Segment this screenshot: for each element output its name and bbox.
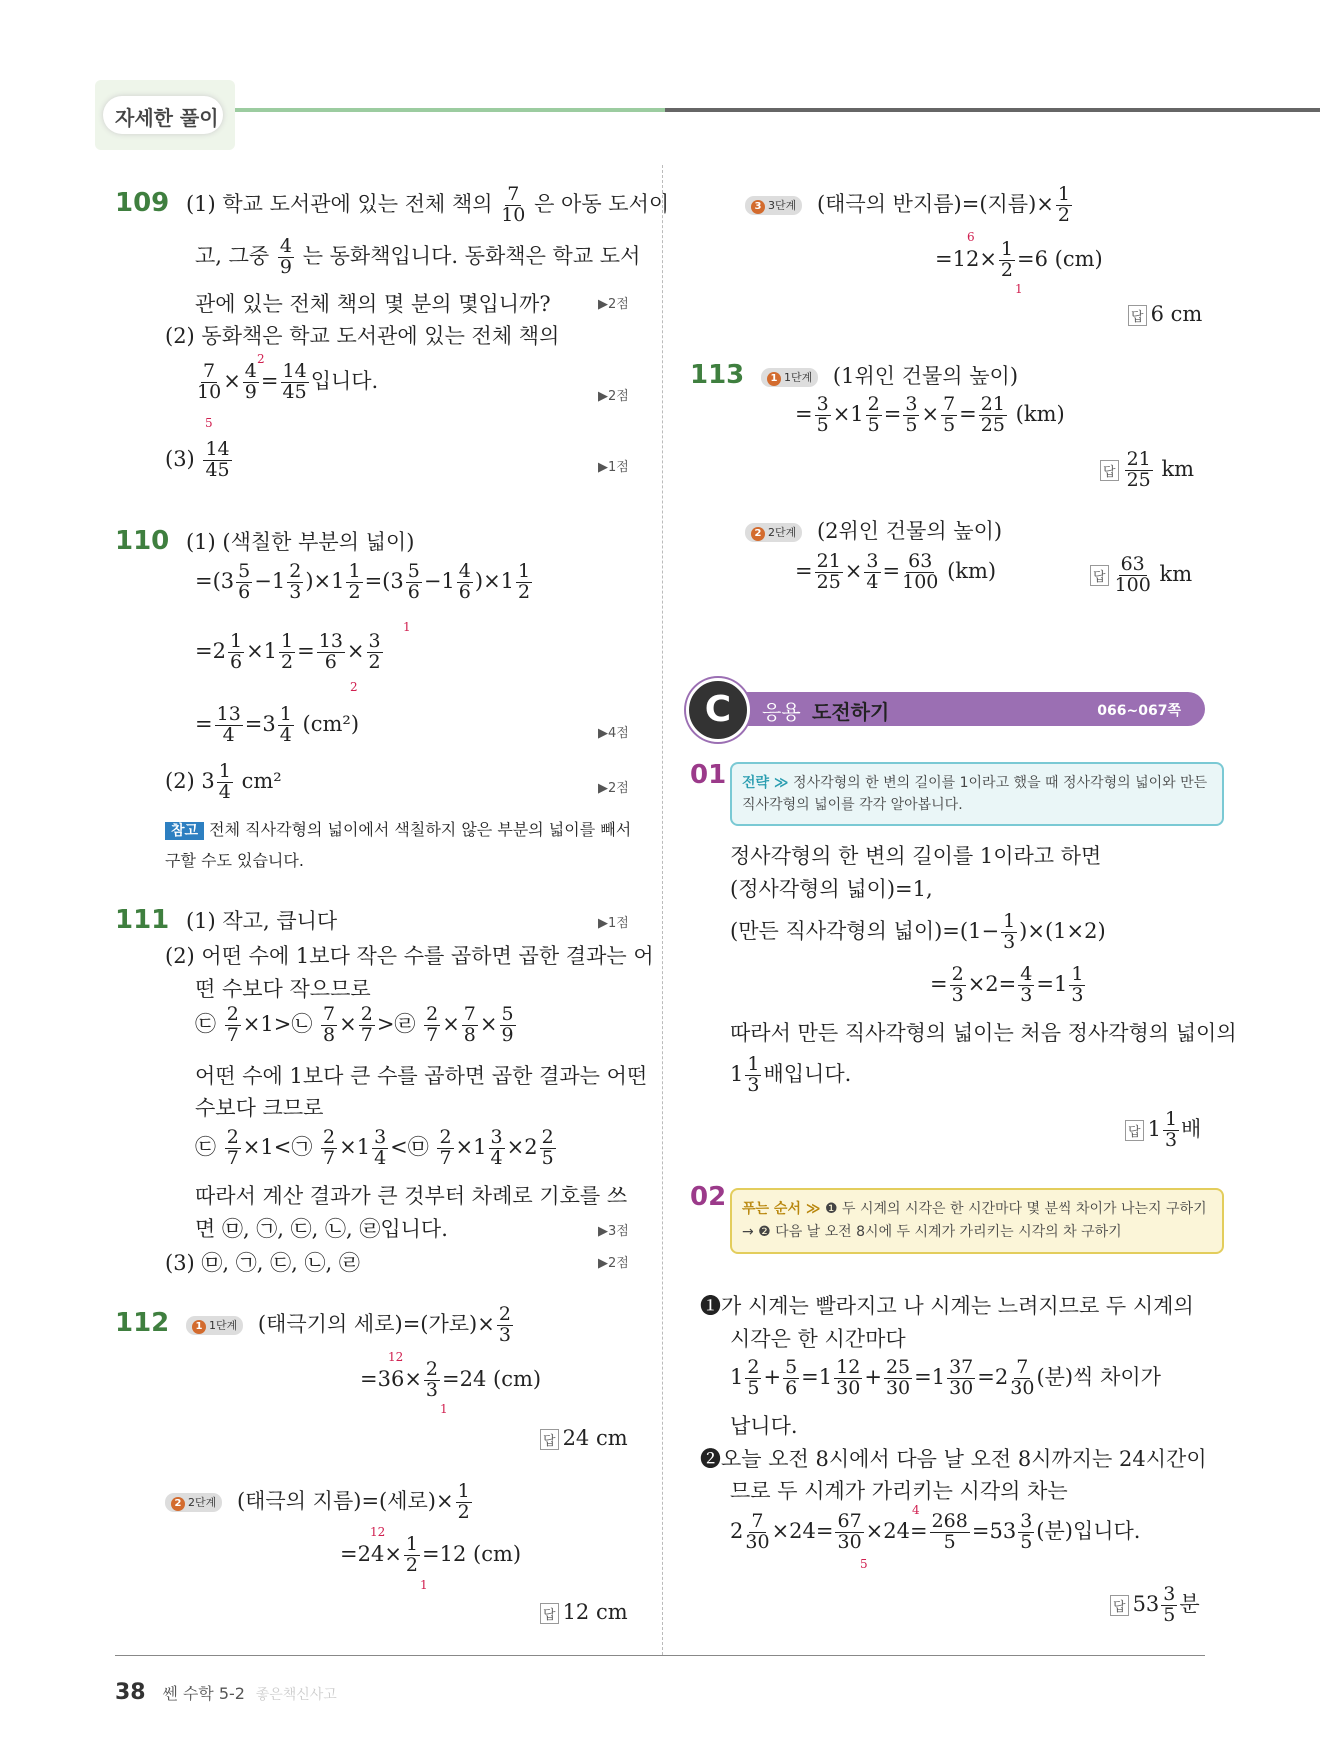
text: 므로 두 시계가 가리키는 시각의 차는 bbox=[730, 1479, 1068, 1503]
math-line: 1 $\frac{1}{3}$ 배입니다. bbox=[730, 1053, 852, 1096]
note-text: 전체 직사각형의 넓이에서 색칠하지 않은 부분의 넓이를 빼서 구할 수도 있습니다. bbox=[165, 820, 632, 870]
hint-box-01 bbox=[730, 762, 1224, 826]
answer-113-1: 답 $\frac{21}{25}$ km bbox=[1100, 450, 1194, 491]
footer-rule bbox=[115, 1655, 1205, 1656]
text: 면 ㉤, ㉠, ㉢, ㉡, ㉣입니다. bbox=[195, 1217, 448, 1241]
text: ❶가 시계는 빨라지고 나 시계는 느려지므로 두 시계의 bbox=[700, 1294, 1194, 1318]
section-c-badge bbox=[686, 678, 750, 742]
points: ▶1점 bbox=[598, 460, 629, 475]
book-title: 쎈 수학 5-2 bbox=[162, 1684, 245, 1703]
step-badge: 1 1단계 bbox=[186, 1316, 243, 1335]
step-badge: 3 3단계 bbox=[745, 196, 802, 215]
section-pages: 066~067쪽 bbox=[1097, 703, 1181, 719]
text: (1) 학교 도서관에 있는 전체 책의 bbox=[185, 191, 493, 216]
answer-112-3: 답 6 cm bbox=[1128, 302, 1202, 326]
answer-02: 답 53 $\frac{3}{5}$ 분 bbox=[1110, 1585, 1200, 1626]
text: (태극기의 세로)=(가로)× bbox=[257, 1311, 495, 1336]
fraction: $\frac{14}{45}$ bbox=[205, 438, 230, 481]
step-badge: 2 2단계 bbox=[165, 1493, 222, 1512]
text: 어떤 수에 1보다 큰 수를 곱하면 곱한 결과는 어떤 bbox=[195, 1064, 648, 1088]
note bbox=[165, 815, 635, 876]
header-rule-green bbox=[235, 108, 665, 112]
text: (태극의 지름)=(세로)× bbox=[236, 1488, 454, 1513]
text: 수보다 크므로 bbox=[195, 1096, 324, 1120]
section-title-a: 응용 bbox=[762, 700, 801, 724]
header-logo-text: 자세한 풀이 bbox=[115, 106, 219, 130]
cancel-mark: 12 bbox=[388, 1350, 404, 1364]
problem-number: 01 bbox=[690, 760, 727, 790]
text: 따라서 계산 결과가 큰 것부터 차례로 기호를 쓰 bbox=[195, 1184, 628, 1208]
problem-109-q1 bbox=[115, 185, 669, 226]
text: 떤 수보다 작으므로 bbox=[195, 977, 371, 1001]
problem-113-step2 bbox=[745, 515, 1002, 545]
answer-tag: 답 bbox=[540, 1429, 559, 1450]
text: 입니다. bbox=[310, 368, 379, 393]
answer-112-1: 답 24 cm bbox=[540, 1426, 628, 1450]
section-c-banner bbox=[690, 689, 1205, 730]
fraction: $\frac{4}{9}$ bbox=[244, 360, 257, 403]
math-line: =(3 $\frac{5}{6}$ −1 $\frac{2}{3}$ )×1 $\frac{1}{2}$ =(3 $\frac{5}{6}$ −1 $\frac{4}{6}$ )×1 $\frac{1}{2}$ bbox=[195, 560, 531, 603]
column-divider bbox=[662, 165, 663, 1655]
answer-tag: 답 bbox=[1128, 305, 1147, 326]
answer-113-2: 답 $\frac{63}{100}$ km bbox=[1090, 555, 1192, 596]
answer-tag: 답 bbox=[1110, 1595, 1129, 1616]
math-line: =12× $\frac{1}{2}$ =6 (cm) bbox=[935, 238, 1103, 281]
math-line: = $\frac{13}{4}$ =3 $\frac{1}{4}$ (cm²) bbox=[195, 703, 360, 746]
text: (1) 작고, 큽니다 bbox=[185, 909, 338, 933]
problem-109-q1-line2 bbox=[195, 237, 640, 278]
unit: cm² bbox=[241, 768, 282, 793]
fraction: $\frac{7}{10}$ bbox=[501, 183, 526, 226]
unit: (cm²) bbox=[302, 711, 360, 736]
points: ▶2점 bbox=[598, 781, 629, 796]
text: (2위인 건물의 높이) bbox=[816, 519, 1003, 543]
text: 정사각형의 한 변의 길이를 1이라고 하면 bbox=[730, 844, 1102, 868]
cancel-mark: 1 bbox=[420, 1578, 428, 1592]
hint-text: ❶ 두 시계의 시각은 한 시간마다 몇 분씩 차이가 나는지 구하기 → ❷ 다음 날 오전 8시에 두 시계가 가리키는 시각의 차 구하기 bbox=[742, 1201, 1207, 1240]
cancel-mark: 6 bbox=[967, 230, 975, 244]
publisher-watermark: 좋은책신사고 bbox=[255, 1687, 337, 1703]
points: ▶1점 bbox=[598, 916, 629, 931]
problem-109-q2-calc: $\frac{7}{10}$ × $\frac{4}{9}$ = $\frac{14}{45}$ 입니다. bbox=[197, 360, 379, 403]
header-rule-dark bbox=[665, 108, 1320, 112]
math-line: ㉢ $\frac{2}{7}$ ×1>㉡ $\frac{7}{8}$ × $\frac{2}{7}$ >㉣ $\frac{2}{7}$ × $\frac{7}{8}$ × $\frac{5}{9}$ bbox=[195, 1003, 514, 1046]
math-line: ㉢ $\frac{2}{7}$ ×1<㉠ $\frac{2}{7}$ ×1 $\frac{3}{4}$ <㉤ $\frac{2}{7}$ ×1 $\frac{3}{4}$ ×2 $\frac{2}{5}$ bbox=[195, 1126, 554, 1169]
header-logo bbox=[95, 80, 235, 150]
cancel-mark: 1 bbox=[440, 1402, 448, 1416]
text: 따라서 만든 직사각형의 넓이는 처음 정사각형의 넓이의 bbox=[730, 1021, 1237, 1045]
cancel-mark: 5 bbox=[205, 416, 213, 430]
points: ▶3점 bbox=[598, 1224, 629, 1239]
points: ▶2점 bbox=[598, 297, 629, 312]
math-line: 1 $\frac{2}{5}$ + $\frac{5}{6}$ =1 $\frac{12}{30}$ + $\frac{25}{30}$ =1 $\frac{37}{30}$ =2 $\frac{7}{30}$ (분)씩 차이가 bbox=[730, 1356, 1161, 1399]
text: 는 동화책입니다. 동화책은 학교 도서 bbox=[302, 243, 641, 268]
math-line: (만든 직사각형의 넓이)=(1− $\frac{1}{3}$ )×(1×2) bbox=[730, 910, 1106, 953]
step-badge: 1 1단계 bbox=[761, 368, 818, 387]
cancel-mark: 2 bbox=[257, 352, 265, 366]
cancel-mark: 4 bbox=[912, 1503, 920, 1517]
math-line: = $\frac{3}{5}$ ×1 $\frac{2}{5}$ = $\frac{3}{5}$ × $\frac{7}{5}$ = $\frac{21}{25}$ (km) bbox=[795, 393, 1065, 436]
math-line: 2 $\frac{7}{30}$ ×24= $\frac{67}{30}$ ×24= $\frac{268}{5}$ =53 $\frac{3}{5}$ (분)입니다. bbox=[730, 1510, 1141, 1553]
text: (2) 어떤 수에 1보다 작은 수를 곱하면 곱한 결과는 어 bbox=[165, 944, 654, 968]
answer-tag: 답 bbox=[540, 1603, 559, 1624]
problem-112-step2: 2 2단계 (태극의 지름)=(세로)× $\frac{1}{2}$ bbox=[165, 1482, 474, 1523]
text: (2) bbox=[165, 768, 195, 793]
cancel-mark: 1 bbox=[1015, 282, 1023, 296]
text: 납니다. bbox=[730, 1414, 798, 1438]
note-tag: 참고 bbox=[165, 822, 204, 840]
hint-text: 정사각형의 한 변의 길이를 1이라고 했을 때 정사각형의 넓이와 만든 직사각형의 넓이를 각각 알아봅니다. bbox=[742, 775, 1208, 813]
hint-tag: 푸는 순서 ≫ bbox=[742, 1201, 821, 1217]
problem-110-q2: (2) 3 $\frac{1}{4}$ cm² bbox=[165, 760, 282, 803]
text: (2) 동화책은 학교 도서관에 있는 전체 책의 bbox=[165, 324, 560, 348]
text: (태극의 반지름)=(지름)× bbox=[816, 191, 1054, 216]
section-letter: C bbox=[704, 689, 732, 730]
text: 시각은 한 시간마다 bbox=[730, 1327, 906, 1351]
answer-01: 답 1 $\frac{1}{3}$ 배 bbox=[1125, 1110, 1201, 1151]
math-line: =24× $\frac{1}{2}$ =12 (cm) bbox=[340, 1533, 522, 1576]
cancel-mark: 2 bbox=[350, 680, 358, 694]
answer-tag: 답 bbox=[1090, 565, 1109, 586]
problem-number: 111 bbox=[115, 905, 170, 935]
problem-109-q1-line3 bbox=[195, 288, 551, 318]
points: ▶2점 bbox=[598, 1256, 629, 1271]
math-line: = $\frac{2}{3}$ ×2= $\frac{4}{3}$ =1 $\frac{1}{3}$ bbox=[930, 963, 1084, 1006]
problem-112-step3: 3 3단계 (태극의 반지름)=(지름)× $\frac{1}{2}$ bbox=[745, 185, 1074, 226]
problem-number: 110 bbox=[115, 526, 170, 556]
text: (3) ㉤, ㉠, ㉢, ㉡, ㉣ bbox=[165, 1251, 360, 1275]
math-line: =36× $\frac{2}{3}$ =24 (cm) bbox=[360, 1358, 542, 1401]
cancel-mark: 5 bbox=[860, 1557, 868, 1571]
text: (3) bbox=[165, 446, 195, 471]
page-number: 38 bbox=[115, 1680, 146, 1705]
answer-112-2: 답 12 cm bbox=[540, 1600, 628, 1624]
math-line: = $\frac{21}{25}$ × $\frac{3}{4}$ = $\frac{63}{100}$ (km) bbox=[795, 550, 997, 593]
fraction: $\frac{7}{10}$ bbox=[197, 360, 222, 403]
hint-box-02 bbox=[730, 1188, 1224, 1254]
cancel-mark: 12 bbox=[370, 1525, 386, 1539]
problem-number: 109 bbox=[115, 187, 170, 218]
problem-number: 112 bbox=[115, 1307, 170, 1338]
text: (정사각형의 넓이)=1, bbox=[730, 877, 933, 901]
problem-109-q2 bbox=[165, 320, 559, 350]
footer bbox=[115, 1680, 337, 1705]
answer-tag: 답 bbox=[1100, 460, 1119, 481]
problem-112-step1: 112 1 1단계 (태극기의 세로)=(가로)× $\frac{2}{3}$ bbox=[115, 1303, 511, 1346]
text: (1) (색칠한 부분의 넓이) bbox=[185, 530, 415, 554]
points: ▶2점 bbox=[598, 389, 629, 404]
hint-tag: 전략 ≫ bbox=[742, 775, 789, 791]
problem-110-q1 bbox=[115, 526, 414, 556]
text: 은 아동 도서이 bbox=[534, 191, 670, 216]
problem-113-step1 bbox=[690, 360, 1018, 390]
answer-tag: 답 bbox=[1125, 1120, 1144, 1141]
text: 관에 있는 전체 책의 몇 분의 몇입니까? bbox=[195, 292, 551, 316]
text: 고, 그중 bbox=[195, 243, 270, 268]
cancel-mark: 1 bbox=[403, 620, 411, 634]
fraction: $\frac{14}{45}$ bbox=[282, 360, 307, 403]
section-title-b: 도전하기 bbox=[812, 700, 890, 724]
text: (1위인 건물의 높이) bbox=[832, 364, 1019, 388]
math-line: =2 $\frac{1}{6}$ ×1 $\frac{1}{2}$ = $\frac{13}{6}$ × $\frac{3}{2}$ bbox=[195, 630, 381, 673]
points: ▶4점 bbox=[598, 726, 629, 741]
fraction: $\frac{4}{9}$ bbox=[279, 235, 292, 278]
problem-number: 113 bbox=[690, 360, 745, 390]
problem-109-q3 bbox=[165, 440, 234, 481]
text: ❷오늘 오전 8시에서 다음 날 오전 8시까지는 24시간이 bbox=[700, 1447, 1207, 1471]
problem-number: 02 bbox=[690, 1182, 727, 1212]
step-badge: 2 2단계 bbox=[745, 523, 802, 542]
problem-111-q1 bbox=[115, 905, 337, 935]
